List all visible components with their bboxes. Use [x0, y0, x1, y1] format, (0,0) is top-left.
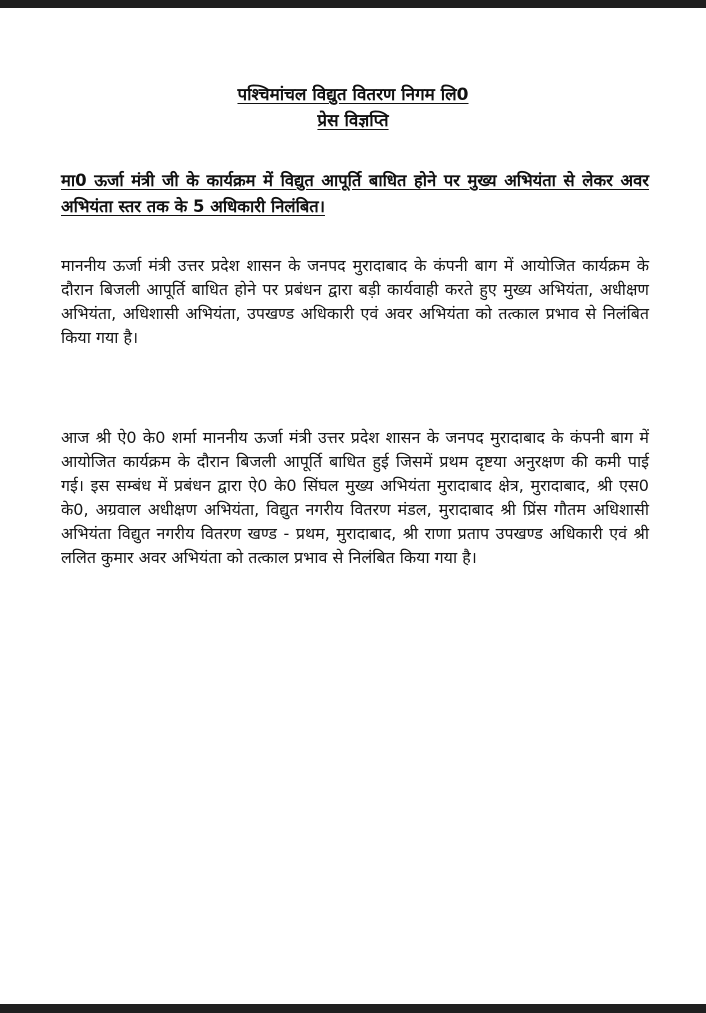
press-release-page [0, 8, 706, 1004]
paragraph-1: माननीय ऊर्जा मंत्री उत्तर प्रदेश शासन के जनपद मुरादाबाद के कंपनी बाग में आयोजित कार्यक्रम के दौरान बिजली आपूर्ति बाधित होने पर प्रबंधन द्वारा बड़ी कार्यवाही करते हुए मुख्य अभियंता, अधीक्षण अभियंता, अधिशासी अभियंता, उपखण्ड अधिकारी एवं अवर अभियंता को तत्काल प्रभाव से निलंबित किया गया है। [61, 256, 649, 347]
paragraph-2: आज श्री ऐ0 के0 शर्मा माननीय ऊर्जा मंत्री उत्तर प्रदेश शासन के जनपद मुरादाबाद के कंपनी बाग में आयोजित कार्यक्रम के दौरान बिजली आपूर्ति बाधित हुई जिसमें प्रथम दृष्टया अनुरक्षण की कमी पाई गई। इस सम्बंध में प्रबंधन द्वारा ऐ0 के0 सिंघल मुख्य अभियंता मुरादाबाद क्षेत्र, मुरादाबाद, श्री एस0 के0, अग्रवाल अधीक्षण अभियंता, विद्युत नगरीय वितरण मंडल, मुरादाबाद श्री प्रिंस गौतम अधिशासी अभियंता विद्युत नगरीय वितरण खण्ड - प्रथम, मुरादाबाद, श्री राणा प्रताप उपखण्ड अधिकारी एवं श्री ललित कुमार अवर अभियंता को तत्काल प्रभाव से निलंबित किया गया है। [61, 428, 649, 567]
organization-title [0, 84, 706, 106]
bottom-frame-bar [0, 1004, 706, 1013]
top-frame-bar [0, 0, 706, 8]
document-type-title [0, 110, 706, 132]
headline: मा0 ऊर्जा मंत्री जी के कार्यक्रम में विद्युत आपूर्ति बाधित होने पर मुख्य अभियंता से लेकर अवर अभियंता स्तर तक के 5 अधिकारी निलंबित। [61, 171, 649, 216]
organization-title-text: पश्चिमांचल विद्युत वितरण निगम लि0 [237, 85, 469, 105]
document-type-text: प्रेस विज्ञप्ति [317, 111, 389, 131]
